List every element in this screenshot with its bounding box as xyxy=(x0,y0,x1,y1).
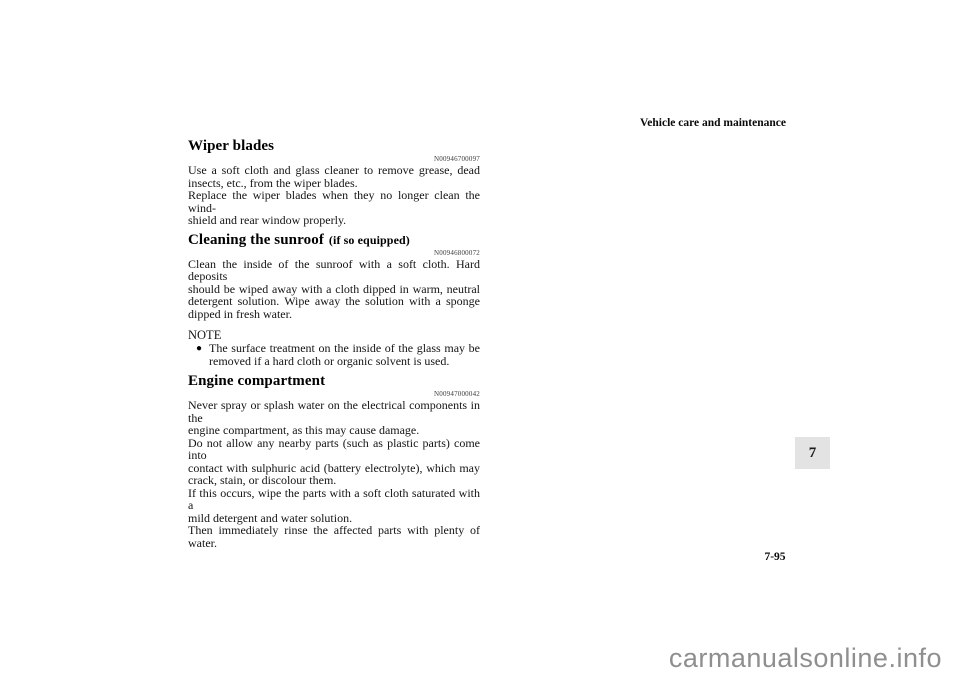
text-line: shield and rear window properly. xyxy=(188,213,347,227)
text-line: removed if a hard cloth or organic solvent is used. xyxy=(209,353,450,368)
chapter-tab: 7 xyxy=(795,437,830,469)
text-column xyxy=(188,136,480,549)
running-header: Vehicle care and maintenance xyxy=(640,117,786,129)
text-line: detergent solution. Wipe away the solution with a sponge xyxy=(188,294,480,308)
note-label: NOTE xyxy=(188,328,222,342)
text-line: If this occurs, wipe the parts with a soft cloth saturated with a xyxy=(188,485,480,512)
section-title-text: Cleaning the sunroof xyxy=(188,231,324,248)
section-title xyxy=(188,138,480,154)
body-paragraphs xyxy=(188,258,480,321)
text-line: Replace the wiper blades when they no longer clean the wind- xyxy=(188,188,480,215)
note-text xyxy=(209,342,480,367)
text-line: engine compartment, as this may cause damage. xyxy=(188,423,420,437)
text-line: crack, stain, or discolour them. xyxy=(188,473,337,487)
section-title xyxy=(188,232,480,248)
body-paragraphs xyxy=(188,399,480,549)
section-wiper-blades xyxy=(188,138,480,227)
section-engine-compartment xyxy=(188,373,480,549)
section-cleaning-sunroof xyxy=(188,232,480,368)
text-line: Never spray or splash water on the electrical components in the xyxy=(188,398,480,425)
section-title-text: Engine compartment xyxy=(188,373,326,389)
text-line: The surface treatment on the inside of the glass may be xyxy=(209,341,480,355)
note-bullet-item xyxy=(188,342,480,367)
watermark: carmanualsonline.info xyxy=(668,643,942,673)
section-title xyxy=(188,373,480,389)
text-line: Do not allow any nearby parts (such as plastic parts) come into xyxy=(188,435,480,462)
paragraph-code: N00946700097 xyxy=(434,155,480,163)
section-title-suffix: (if so equipped) xyxy=(328,232,410,247)
text-line: insects, etc., from the wiper blades. xyxy=(188,175,358,190)
bullet-icon: ● xyxy=(196,343,203,354)
text-line: Then immediately rinse the affected parts with plenty of water. xyxy=(188,523,480,550)
paragraph-code: N00946800072 xyxy=(434,248,480,257)
text-line: should be wiped away with a cloth dipped in warm, neutral xyxy=(188,281,480,296)
text-line: mild detergent and water solution. xyxy=(188,510,353,525)
text-line: dipped in fresh water. xyxy=(188,306,292,321)
text-line: Clean the inside of the sunroof with a soft cloth. Hard deposits xyxy=(188,256,480,283)
section-title-text: Wiper blades xyxy=(188,138,275,154)
text-line: contact with sulphuric acid (battery electrolyte), which may xyxy=(188,460,480,475)
body-paragraphs xyxy=(188,164,480,227)
text-line: Use a soft cloth and glass cleaner to remove grease, dead xyxy=(188,163,480,177)
paragraph-code: N00947000042 xyxy=(434,390,480,398)
page-number: 7-95 xyxy=(764,551,786,563)
